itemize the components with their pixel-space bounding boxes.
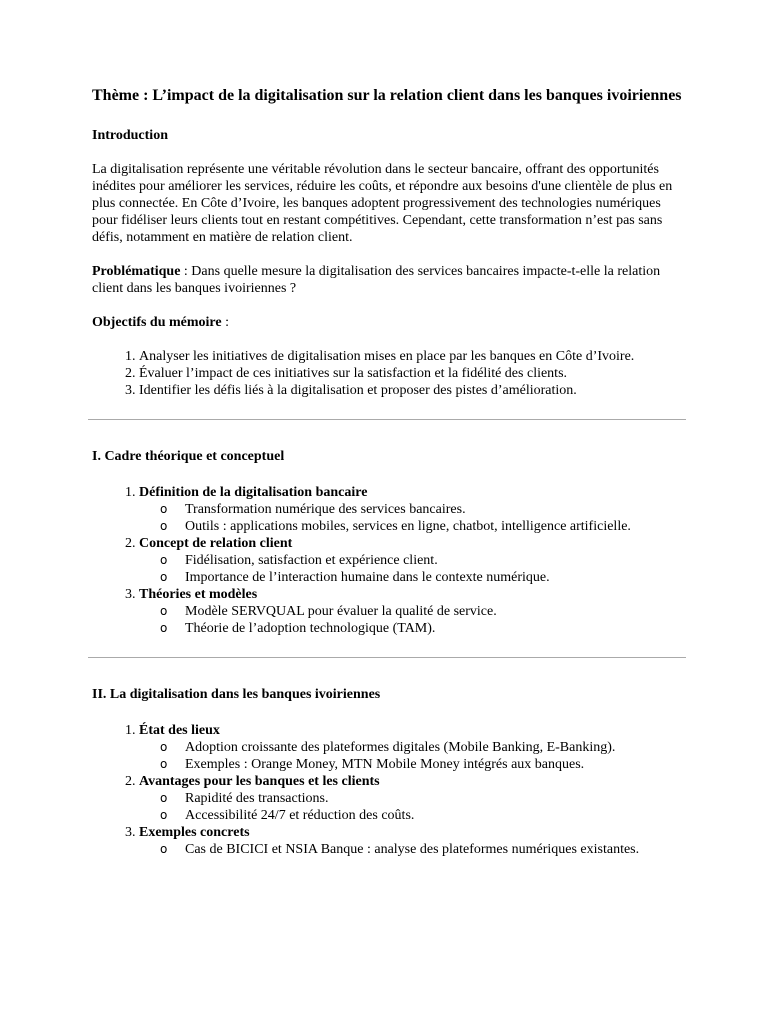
problematique-label: Problématique	[92, 264, 181, 279]
section-divider	[88, 419, 686, 420]
sub-item-text: Cas de BICICI et NSIA Banque : analyse des plateformes numériques existantes.	[185, 842, 640, 857]
document-title: Thème : L’impact de la digitalisation sur la relation client dans les banques ivoiriennes	[92, 87, 682, 104]
list-item	[139, 484, 682, 535]
bullet-icon: o	[160, 808, 168, 822]
list-item	[139, 535, 682, 586]
sub-list-item	[139, 518, 682, 535]
objectifs-label: Objectifs du mémoire	[92, 315, 222, 330]
sub-list-item	[139, 620, 682, 637]
list-item: 2. Évaluer l’impact de ces initiatives sur la satisfaction et la fidélité des clients.	[139, 365, 682, 382]
bullet-icon: o	[160, 553, 168, 567]
sub-item-text: Adoption croissante des plateformes digitales (Mobile Banking, E-Banking).	[185, 740, 616, 755]
bullet-icon: o	[160, 621, 168, 635]
sub-item-text: Exemples : Orange Money, MTN Mobile Money intégrés aux banques.	[185, 757, 585, 772]
objectifs-suffix: :	[221, 315, 229, 330]
list-item	[139, 824, 682, 858]
sub-item-text: Théorie de l’adoption technologique (TAM).	[185, 621, 436, 636]
bullet-icon: o	[160, 740, 168, 754]
list-item	[139, 586, 682, 637]
section-divider	[88, 657, 686, 658]
sub-list-item	[139, 603, 682, 620]
bullet-icon: o	[160, 842, 168, 856]
list-item	[139, 722, 682, 773]
sub-list-item	[139, 756, 682, 773]
item-title: État des lieux	[139, 723, 220, 738]
sub-list-item	[139, 807, 682, 824]
section-list	[92, 484, 682, 637]
item-title: Exemples concrets	[139, 825, 250, 840]
item-title: Théories et modèles	[139, 587, 258, 602]
sub-list-item	[139, 790, 682, 807]
sub-list-item	[139, 841, 682, 858]
document-page	[92, 86, 682, 858]
sub-list-item	[139, 552, 682, 569]
bullet-icon: o	[160, 791, 168, 805]
bullet-icon: o	[160, 519, 168, 533]
problematique-text: : Dans quelle mesure la digitalisation des services bancaires impacte-t-elle la relation client dans les banques ivoiriennes ?	[92, 264, 661, 296]
section-heading: II. La digitalisation dans les banques ivoiriennes	[92, 687, 381, 702]
sub-list	[139, 603, 682, 637]
section-list	[92, 722, 682, 858]
list-item	[139, 773, 682, 824]
sub-list	[139, 739, 682, 773]
item-title: Concept de relation client	[139, 536, 293, 551]
problematique-paragraph	[92, 263, 682, 297]
sub-item-text: Rapidité des transactions.	[185, 791, 329, 806]
sub-item-text: Modèle SERVQUAL pour évaluer la qualité de service.	[185, 604, 497, 619]
item-title: Avantages pour les banques et les clients	[139, 774, 380, 789]
list-item: 3. Identifier les défis liés à la digitalisation et proposer des pistes d’amélioration.	[139, 382, 682, 399]
bullet-icon: o	[160, 570, 168, 584]
sub-item-text: Transformation numérique des services bancaires.	[185, 502, 466, 517]
sub-list	[139, 790, 682, 824]
sub-item-text: Fidélisation, satisfaction et expérience client.	[185, 553, 438, 568]
objectifs-heading	[92, 314, 682, 331]
sub-list-item	[139, 501, 682, 518]
item-title: Définition de la digitalisation bancaire	[139, 485, 368, 500]
introduction-heading: Introduction	[92, 128, 168, 143]
sub-list	[139, 841, 682, 858]
sub-item-text: Accessibilité 24/7 et réduction des coûts.	[185, 808, 415, 823]
sub-item-text: Importance de l’interaction humaine dans le contexte numérique.	[185, 570, 550, 585]
introduction-paragraph: La digitalisation représente une véritable révolution dans le secteur bancaire, offrant des opportunités inédites pour améliorer les services, réduire les coûts, et répondre aux besoins d'une clientèle de plus en plus connectée. En Côte d’Ivoire, les banques adoptent progressivement des technologies numériques pour fidéliser leurs clients tout en restant compétitives. Cependant, cette transformation n’est pas sans défis, notamment en matière de relation client.	[92, 162, 673, 245]
sub-list-item	[139, 739, 682, 756]
bullet-icon: o	[160, 502, 168, 516]
sub-list	[139, 501, 682, 535]
bullet-icon: o	[160, 757, 168, 771]
sub-item-text: Outils : applications mobiles, services en ligne, chatbot, intelligence artificielle.	[185, 519, 631, 534]
sub-list	[139, 552, 682, 586]
bullet-icon: o	[160, 604, 168, 618]
sub-list-item	[139, 569, 682, 586]
objectifs-list	[92, 348, 682, 399]
list-item: 1. Analyser les initiatives de digitalisation mises en place par les banques en Côte d’Ivoire.	[139, 348, 682, 365]
section-heading: I. Cadre théorique et conceptuel	[92, 449, 285, 464]
